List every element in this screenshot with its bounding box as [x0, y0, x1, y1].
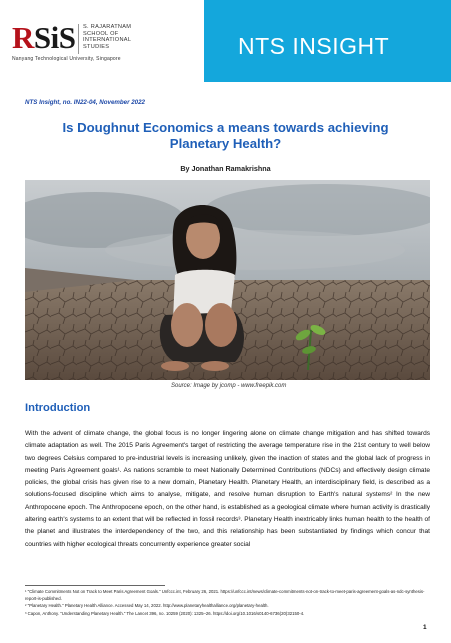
footnote-rule — [25, 585, 165, 586]
footnote-3: ³ Capon, Anthony. "Understanding Planetary Health." The Lancet 396, no. 10259 (2020): 1325–26. https://doi.org/10.1016/s0140-6736(20)32150-4. — [25, 610, 305, 616]
page-header — [0, 0, 451, 82]
byline: By Jonathan Ramakrishna — [180, 164, 271, 173]
rsis-logo — [0, 0, 204, 82]
rsis-wordmark: RSiS — [12, 20, 76, 55]
school-name: S. RAJARATNAM SCHOOL OF INTERNATIONAL STUDIES — [83, 24, 132, 50]
page-number: 1 — [423, 624, 427, 631]
section-heading: Introduction — [25, 402, 91, 414]
university-name: Nanyang Technological University, Singapore — [12, 56, 121, 62]
cover-photo — [25, 180, 430, 380]
article-title: Is Doughnut Economics a means towards achieving Planetary Health? — [62, 120, 389, 151]
footnotes — [25, 588, 430, 617]
issue-info: NTS Insight, no. IN22-04, November 2022 — [25, 99, 146, 106]
footnote-2: ² "Planetary Health." Planetary Health Alliance. Accessed May 14, 2022. http://www.planetaryhealthalliance.org/planetary-health. — [25, 603, 269, 609]
banner-title: NTS INSIGHT — [238, 33, 390, 59]
body-paragraph: With the advent of climate change, the global focus is no longer lingering alone on climate change mitigation and has shifted towards climate adaptation as well. The 2015 Paris Agreement's target of restricting the average temperature rise in the 21st century to well below two degrees Celsius compared to pre-industrial levels is increasing unlikely, given the inaction of states and the global lack of progress in meeting Paris Agreement goals¹. As nations scramble to meet Nationally Determined Contributions (NDCs) and effectively design climate policies, the global crisis has given rise to a new domain, Planetary Health. Planetary Health, an interdisciplinary field, is described as a solutions-focused discipline which aims to analyse, mitigate, and resolve human disruption to Earth's natural systems² In the new Anthropocene epoch. The Anthropocene epoch, on the other hand, is established as a geological climate where human activity is drastically altering earth's systems to an extent that will be reflected in fossil records³. Planetary Health inextricably links human health to the health of the planet and illustrates the interdependency of the two, and this relationship has been substantiated by findings which concur that countries with higher ecological threats concurrently experience greater social — [25, 430, 430, 548]
logo-divider — [78, 24, 79, 54]
footnote-1: ¹ "Climate Commitments Not on Track to Meet Paris Agreement Goals." Unfccc.int, February 26, 2021. https://unfccc.int/news/climate-commitments-not-on-track-to-meet-paris-agreement-goals-as-ndc-synthesis-report-is-published. — [25, 589, 425, 602]
image-caption: Source: Image by jcomp - www.freepik.com — [171, 383, 287, 389]
